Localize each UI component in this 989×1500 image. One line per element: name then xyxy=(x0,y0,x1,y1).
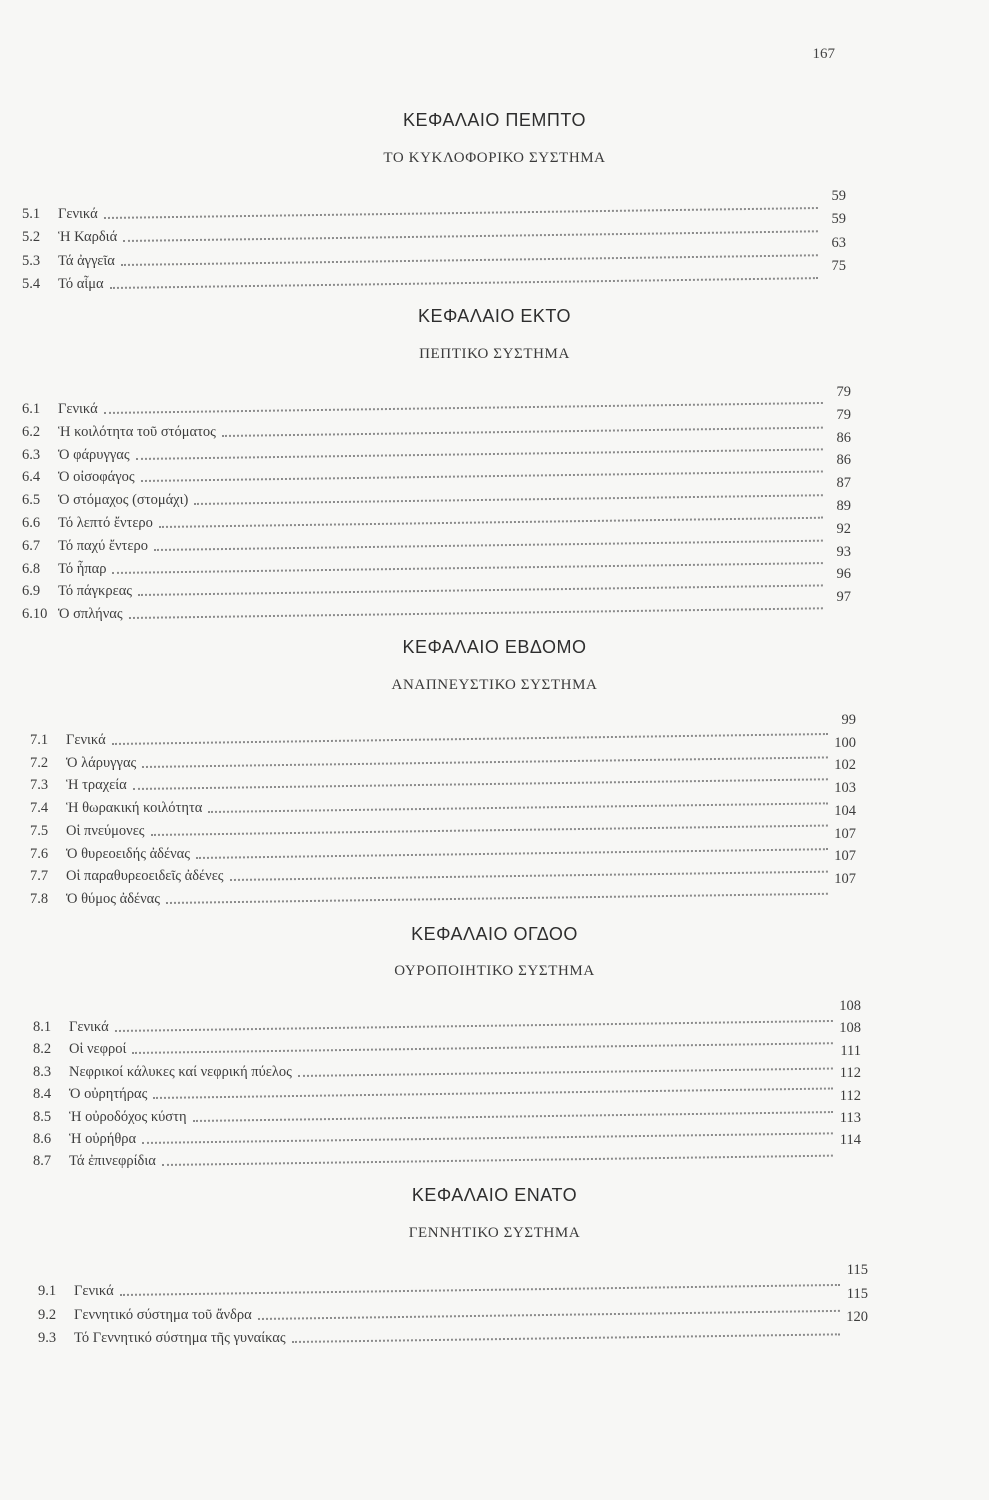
entry-number: 6.4 xyxy=(22,469,41,486)
entry-page-number: 107 xyxy=(834,825,856,842)
entry-number: 5.4 xyxy=(22,275,41,292)
entry-title: Γενικά xyxy=(66,732,106,748)
toc-entry xyxy=(22,535,829,555)
entry-number: 6.6 xyxy=(22,515,41,531)
entry-page-number: 59 xyxy=(831,211,846,228)
entry-page-number: 107 xyxy=(834,870,856,887)
dot-leader xyxy=(159,517,823,528)
entry-number: 7.6 xyxy=(30,845,49,862)
entry-title: Οἱ νεφροί xyxy=(69,1041,127,1058)
entry-number: 6.10 xyxy=(22,606,48,623)
dot-leader xyxy=(115,1020,833,1032)
entry-page-number: 96 xyxy=(836,566,851,583)
dot-leader xyxy=(162,1155,833,1166)
toc-entry xyxy=(30,729,834,749)
entry-title: Γεννητικό σύστημα τοῦ ἄνδρα xyxy=(74,1306,252,1323)
entry-page-number: 112 xyxy=(839,1065,861,1082)
toc-entry xyxy=(33,1128,839,1148)
chapter-title: ΚΕΦΑΛΑΙΟ ΠΕΜΠΤΟ xyxy=(402,110,587,130)
entry-number: 6.1 xyxy=(22,401,41,417)
entry-title: Ὁ στόμαχος (στομάχι) xyxy=(58,492,189,509)
toc-entry xyxy=(22,466,829,486)
dot-leader xyxy=(153,1088,833,1099)
dot-leader xyxy=(112,733,828,745)
entry-page-number: 115 xyxy=(846,1285,868,1302)
entry-number: 7.2 xyxy=(30,754,49,771)
entry-number: 8.3 xyxy=(33,1063,52,1080)
chapter-title: ΚΕΦΑΛΑΙΟ ΕΚΤΟ xyxy=(417,306,572,326)
entry-number: 5.1 xyxy=(22,206,41,222)
entry-title: Τό Γεννητικό σύστημα τῆς γυναίκας xyxy=(74,1330,286,1346)
toc-entry xyxy=(22,512,829,532)
entry-title: Τό ἧπαρ xyxy=(58,560,107,577)
entry-title: Γενικά xyxy=(74,1283,114,1299)
dot-leader xyxy=(154,539,823,550)
toc-entry xyxy=(22,444,829,464)
entry-title: Γενικά xyxy=(58,401,98,417)
entry-number: 6.3 xyxy=(22,446,41,463)
chapter-subtitle: ΓΕΝΝΗΤΙΚΟ ΣΥΣΤΗΜΑ xyxy=(408,1225,581,1241)
toc-entry xyxy=(33,1061,839,1081)
entry-number: 9.3 xyxy=(38,1330,57,1346)
dot-leader xyxy=(112,562,822,574)
entry-title: Ἡ οὐρήθρα xyxy=(69,1131,137,1147)
entry-page-number: 100 xyxy=(834,734,856,751)
entry-page-number: 63 xyxy=(831,234,846,251)
page-number: 167 xyxy=(812,46,835,62)
entry-page-number: 87 xyxy=(836,475,851,492)
dot-leader xyxy=(142,1132,833,1144)
entry-title: Ὁ θυρεοειδής ἀδένας xyxy=(66,845,190,862)
entry-page-number: 120 xyxy=(846,1309,868,1325)
entry-title: Ὁ λάρυγγας xyxy=(66,754,137,771)
toc-entry xyxy=(30,888,834,908)
entry-page-number: 103 xyxy=(834,780,856,797)
entry-title: Τό πάγκρεας xyxy=(58,583,133,600)
dot-leader xyxy=(194,494,823,505)
dot-leader xyxy=(129,607,823,619)
entry-number: 7.4 xyxy=(30,800,49,817)
entry-page-number: 113 xyxy=(839,1110,861,1126)
entry-page-number: 112 xyxy=(839,1087,861,1104)
entry-page-number: 79 xyxy=(836,384,851,400)
toc-entry xyxy=(33,1016,839,1036)
toc-entry xyxy=(33,1083,839,1103)
entry-title: Οἱ πνεύμονες xyxy=(66,822,145,839)
entry-page-number: 108 xyxy=(839,1020,861,1037)
dot-leader xyxy=(120,1284,840,1296)
entry-title: Ἡ κοιλότητα τοῦ στόματος xyxy=(58,423,216,440)
entry-page-number: 86 xyxy=(836,429,851,446)
entry-title: Γενικά xyxy=(58,206,98,222)
entry-number: 6.7 xyxy=(22,537,41,554)
toc-entry xyxy=(22,203,824,223)
toc-entry xyxy=(22,398,829,418)
toc-entry xyxy=(33,1150,839,1170)
entry-number: 6.2 xyxy=(22,423,41,440)
toc-entry xyxy=(38,1280,846,1300)
dot-leader xyxy=(104,207,818,219)
entry-title: Τά ἐπινεφρίδια xyxy=(69,1153,156,1170)
entry-title: Ἡ Καρδιά xyxy=(58,229,118,246)
dot-leader xyxy=(104,402,823,414)
chapter-title: ΚΕΦΑΛΑΙΟ ΟΓΔΟΟ xyxy=(411,924,578,944)
dot-leader xyxy=(110,277,818,289)
entry-title: Νεφρικοί κάλυκες καί νεφρική πύελος xyxy=(69,1063,292,1080)
entry-number: 9.1 xyxy=(38,1283,57,1299)
dot-leader xyxy=(151,824,828,835)
chapter-title: ΚΕΦΑΛΑΙΟ ΕΝΑΤΟ xyxy=(411,1185,578,1205)
chapter-subtitle: ΟΥΡΟΠΟΙΗΤΙΚΟ ΣΥΣΤΗΜΑ xyxy=(394,963,595,979)
entry-title: Ὁ θύμος ἀδένας xyxy=(66,890,161,907)
entry-number: 8.1 xyxy=(33,1019,52,1035)
entry-number: 9.2 xyxy=(38,1306,57,1323)
chapter-title: ΚΕΦΑΛΑΙΟ ΕΒΔΟΜΟ xyxy=(402,637,587,657)
toc-entry xyxy=(30,774,834,794)
dot-leader xyxy=(298,1067,833,1076)
dot-leader xyxy=(141,471,823,483)
toc-entry xyxy=(33,1038,839,1058)
dot-leader xyxy=(133,779,828,791)
entry-number: 7.1 xyxy=(30,732,49,748)
dot-leader xyxy=(121,254,818,266)
toc-entry xyxy=(22,421,829,441)
dot-leader xyxy=(292,1333,840,1343)
dot-leader xyxy=(193,1111,833,1122)
toc-entry xyxy=(30,752,834,772)
entry-page-number: 97 xyxy=(836,589,851,606)
entry-title: Γενικά xyxy=(69,1019,109,1035)
toc-entry xyxy=(22,558,829,578)
entry-page-number: 93 xyxy=(836,543,851,560)
entry-number: 7.8 xyxy=(30,890,49,907)
entry-number: 7.7 xyxy=(30,868,49,885)
toc-entry xyxy=(38,1327,846,1347)
entry-number: 8.4 xyxy=(33,1086,52,1103)
dot-leader xyxy=(258,1309,840,1319)
entry-title: Τό αἷμα xyxy=(58,275,104,292)
dot-leader xyxy=(136,448,823,460)
entry-number: 7.5 xyxy=(30,822,49,839)
entry-page-number: 79 xyxy=(836,406,851,423)
chapter-subtitle: ΠΕΠΤΙΚΟ ΣΥΣΤΗΜΑ xyxy=(419,346,570,362)
toc-entry xyxy=(38,1304,846,1324)
entry-number: 8.6 xyxy=(33,1131,52,1147)
entry-title: Οἱ παραθυρεοειδεῖς ἀδένες xyxy=(66,868,224,885)
entry-number: 8.2 xyxy=(33,1041,52,1058)
entry-page-number: 75 xyxy=(831,257,846,274)
entry-page-number: 104 xyxy=(834,802,856,819)
dot-leader xyxy=(142,756,828,768)
entry-number: 7.3 xyxy=(30,777,49,794)
dot-leader xyxy=(166,893,828,904)
entry-page-number: 108 xyxy=(839,998,861,1014)
entry-title: Ὁ οἰσοφάγος xyxy=(58,469,135,486)
entry-title: Ἡ οὐροδόχος κύστη xyxy=(69,1108,187,1125)
chapter-subtitle: ΤΟ ΚΥΚΛΟΦΟΡΙΚΟ ΣΥΣΤΗΜΑ xyxy=(383,150,606,166)
entry-title: Τό παχύ ἔντερο xyxy=(58,537,148,554)
toc-entry xyxy=(30,797,834,817)
entry-title: Ἡ τραχεία xyxy=(66,777,127,794)
toc-entry xyxy=(30,843,834,863)
dot-leader xyxy=(222,426,823,436)
toc-entry xyxy=(33,1106,839,1126)
toc-entry xyxy=(22,226,824,246)
entry-title: Ὁ οὐρητήρας xyxy=(69,1086,148,1103)
entry-number: 5.2 xyxy=(22,229,41,246)
entry-page-number: 92 xyxy=(836,520,851,537)
entry-number: 6.8 xyxy=(22,560,41,577)
dot-leader xyxy=(138,585,823,597)
toc-entry xyxy=(22,489,829,509)
entry-page-number: 115 xyxy=(846,1262,868,1278)
entry-title: Τό λεπτό ἔντερο xyxy=(58,515,153,531)
entry-page-number: 86 xyxy=(836,452,851,469)
entry-page-number: 102 xyxy=(834,757,856,774)
entry-title: Ἡ θωρακική κοιλότητα xyxy=(66,800,203,817)
toc-entry xyxy=(22,273,824,293)
entry-page-number: 59 xyxy=(831,188,846,204)
entry-number: 6.9 xyxy=(22,583,41,600)
dot-leader xyxy=(230,871,828,881)
chapter-subtitle: ΑΝΑΠΝΕΥΣΤΙΚΟ ΣΥΣΤΗΜΑ xyxy=(391,677,598,693)
entry-number: 8.7 xyxy=(33,1153,52,1170)
toc-entry xyxy=(22,250,824,270)
dot-leader xyxy=(123,231,818,243)
dot-leader xyxy=(208,802,828,813)
entry-page-number: 99 xyxy=(841,712,856,728)
entry-number: 8.5 xyxy=(33,1108,52,1125)
entry-page-number: 111 xyxy=(840,1042,861,1059)
entry-title: Ὁ φάρυγγας xyxy=(58,446,130,463)
toc-entry xyxy=(30,820,834,840)
entry-number: 5.3 xyxy=(22,252,41,269)
entry-number: 6.5 xyxy=(22,492,41,509)
entry-title: Ὁ σπλήνας xyxy=(58,606,123,623)
dot-leader xyxy=(132,1043,833,1055)
toc-entry xyxy=(22,603,829,623)
entry-page-number: 107 xyxy=(834,848,856,865)
toc-entry xyxy=(22,580,829,600)
entry-title: Τά ἀγγεῖα xyxy=(58,252,115,269)
toc-entry xyxy=(30,865,834,885)
dot-leader xyxy=(196,848,828,859)
entry-page-number: 89 xyxy=(836,498,851,514)
entry-page-number: 114 xyxy=(839,1132,861,1149)
